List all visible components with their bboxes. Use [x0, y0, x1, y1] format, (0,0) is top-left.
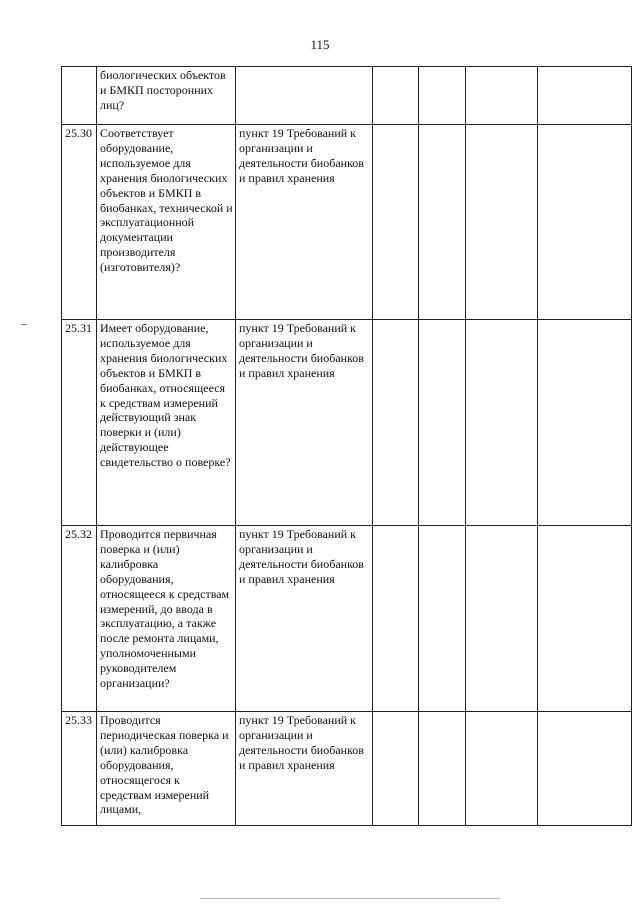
question-cell: биологических объектов и БМКП посторонних лиц? — [97, 67, 236, 125]
row-number: 25.32 — [62, 526, 97, 712]
scan-edge-mark — [21, 324, 27, 325]
checklist-table — [61, 66, 632, 826]
answer-cell-na — [466, 67, 538, 125]
answer-cell-yes — [373, 712, 419, 826]
remarks-cell — [538, 712, 632, 826]
remarks-cell — [538, 67, 632, 125]
reference-cell — [236, 67, 373, 125]
question-cell: Проводится первичная поверка и (или) калибровка оборудования, относящееся к средствам измерений, до ввода в эксплуатацию, а также после ремонта лицами, уполномоченными руководителем организации? — [97, 526, 236, 712]
reference-cell: пункт 19 Требований к организации и деятельности биобанков и правил хранения — [236, 526, 373, 712]
answer-cell-na — [466, 712, 538, 826]
answer-cell-no — [419, 712, 466, 826]
reference-cell: пункт 19 Требований к организации и деятельности биобанков и правил хранения — [236, 712, 373, 826]
table-row — [62, 125, 632, 320]
row-number — [62, 67, 97, 125]
row-number: 25.30 — [62, 125, 97, 320]
reference-cell: пункт 19 Требований к организации и деятельности биобанков и правил хранения — [236, 125, 373, 320]
remarks-cell — [538, 320, 632, 526]
page-number: 115 — [310, 37, 330, 52]
table-row — [62, 526, 632, 712]
answer-cell-no — [419, 67, 466, 125]
answer-cell-no — [419, 125, 466, 320]
row-number: 25.33 — [62, 712, 97, 826]
answer-cell-no — [419, 526, 466, 712]
answer-cell-no — [419, 320, 466, 526]
question-cell: Проводится периодическая поверка и (или) калибровка оборудования, относящегося к средствам измерений лицами, — [97, 712, 236, 826]
question-cell: Соответствует оборудование, используемое для хранения биологических объектов и БМКП в биобанках, технической и эксплуатационной документации производителя (изготовителя)? — [97, 125, 236, 320]
answer-cell-yes — [373, 125, 419, 320]
table-row — [62, 67, 632, 125]
answer-cell-na — [466, 526, 538, 712]
question-cell: Имеет оборудование, используемое для хранения биологических объектов и БМКП в биобанках, относящееся к средствам измерений действующий знак поверки и (или) действующее свидетельство о поверке? — [97, 320, 236, 526]
reference-cell: пункт 19 Требований к организации и деятельности биобанков и правил хранения — [236, 320, 373, 526]
row-number: 25.31 — [62, 320, 97, 526]
answer-cell-yes — [373, 67, 419, 125]
table-row — [62, 320, 632, 526]
answer-cell-na — [466, 320, 538, 526]
remarks-cell — [538, 125, 632, 320]
table-row — [62, 712, 632, 826]
remarks-cell — [538, 526, 632, 712]
answer-cell-na — [466, 125, 538, 320]
answer-cell-yes — [373, 320, 419, 526]
scan-footer-line — [200, 898, 500, 899]
answer-cell-yes — [373, 526, 419, 712]
